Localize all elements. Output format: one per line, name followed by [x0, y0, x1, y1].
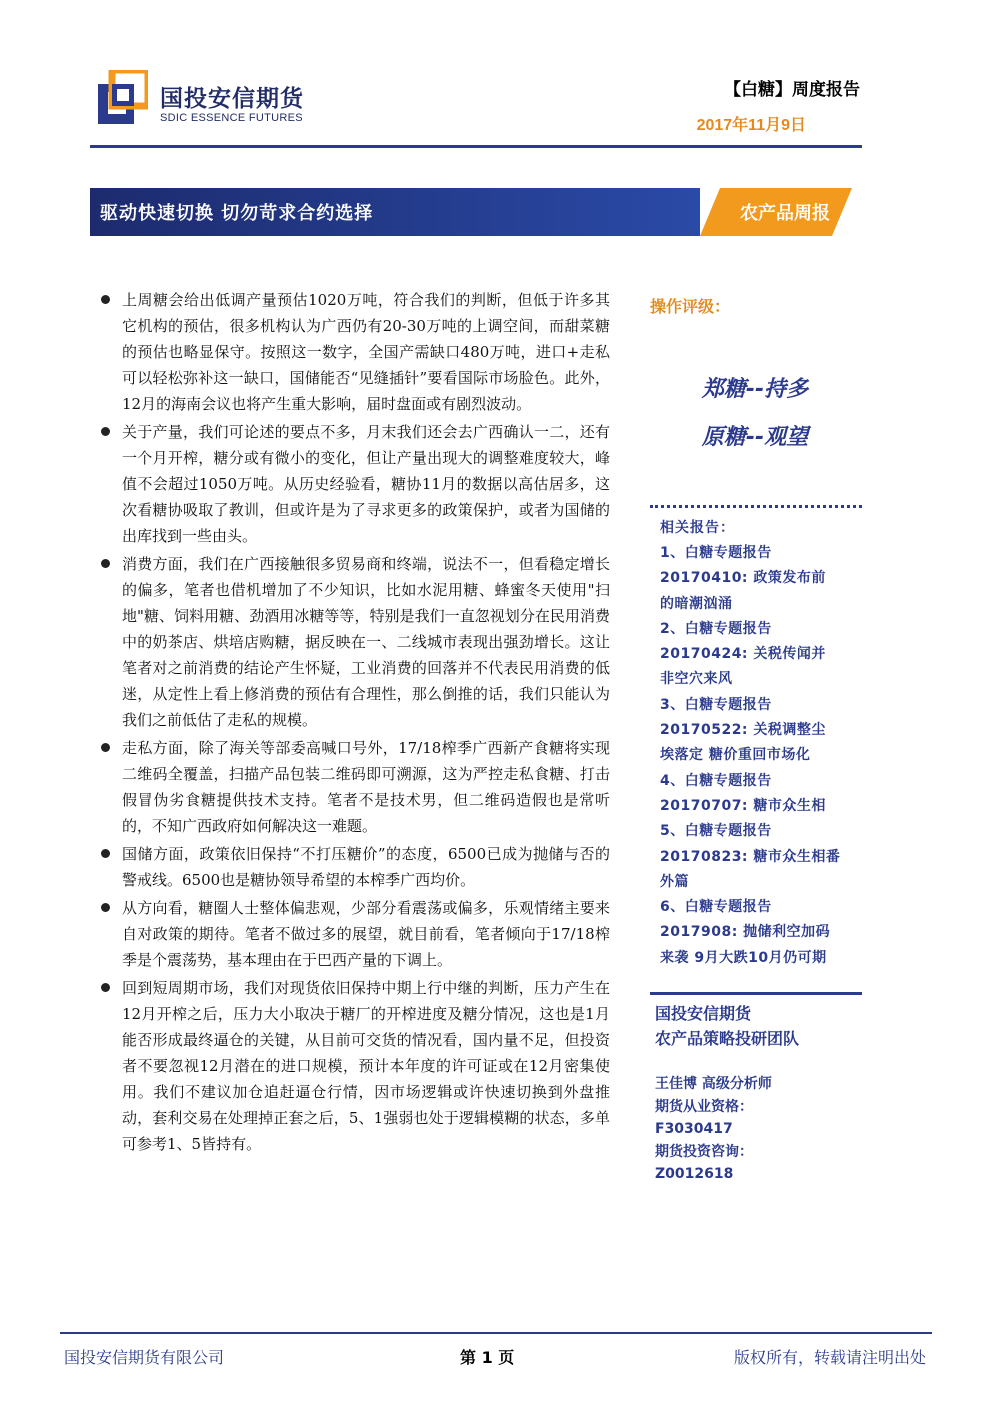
related-report-line[interactable]: 20170410: 政策发布前 [660, 570, 826, 587]
analyst-info [655, 1073, 865, 1186]
related-report-line[interactable]: 非空穴来风 [660, 671, 733, 688]
bullet-paragraph: 国储方面，政策依旧保持“不打压糖价”的态度，6500已成为抛储与否的警戒线。6500也是糖协领导希望的本榨季广西均价。 [100, 841, 610, 893]
related-report-line[interactable]: 来袭 9月大跌10月仍可期 [660, 949, 827, 966]
footer-divider [60, 1332, 932, 1334]
bullet-paragraph: 上周糖会给出低调产量预估1020万吨，符合我们的判断，但低于许多其它机构的预估，很多机构认为广西仍有20-30万吨的上调空间，而甜菜糖的预估也略显保守。按照这一数字，全国产需缺口480万吨，进口+走私可以轻松弥补这一缺口，国储能否“见缝插针”要看国际市场脸色。此外，12月的海南会议也将产生重大影响，届时盘面或有剧烈波动。 [100, 287, 610, 417]
bullet-icon [101, 743, 110, 752]
related-report-line[interactable]: 2017908: 抛储利空加码 [660, 924, 831, 941]
bullet-icon [101, 903, 110, 912]
bullet-paragraph: 关于产量，我们可论述的要点不多，月末我们还会去广西确认一二，还有一个月开榨，糖分或有微小的变化，但让产量出现大的调整难度较大，峰值不会超过1050万吨。从历史经验看，糖协11月的数据以高估居多，这次看糖协吸取了教训，但或许是为了寻求更多的政策保护，或者为国储的出库找到一些由头。 [100, 419, 610, 549]
team-company: 国投安信期货 [655, 1004, 752, 1023]
team-divider [650, 992, 862, 995]
sidebar-divider [650, 505, 862, 508]
team-name: 农产品策略投研团队 [655, 1029, 800, 1048]
investment-consulting-id: Z0012618 [655, 1166, 734, 1182]
related-reports [660, 516, 860, 971]
related-reports-title: 相关报告： [660, 520, 735, 536]
bullet-icon [101, 559, 110, 568]
report-title: 驱动快速切换 切勿苛求合约选择 [100, 203, 374, 224]
related-report-line[interactable]: 3、白糖专题报告 [660, 696, 772, 713]
bullet-icon [101, 849, 110, 858]
research-team [655, 1001, 865, 1051]
futures-qualification-label: 期货从业资格： [655, 1098, 753, 1115]
related-report-line[interactable]: 20170823: 糖市众生相番 [660, 848, 841, 865]
bullet-paragraph: 从方向看，糖圈人士整体偏悲观，少部分看震荡或偏多，乐观情绪主要来自对政策的期待。笔者不做过多的展望，就目前看，笔者倾向于17/18榨季是个震荡势，基本理由在于巴西产量的下调上。 [100, 895, 610, 973]
related-report-line[interactable]: 6、白糖专题报告 [660, 899, 772, 916]
report-type: 【白糖】周度报告 [724, 80, 860, 100]
related-report-line[interactable]: 20170707: 糖市众生相 [660, 797, 826, 814]
company-logo-cn: 国投安信期货 [160, 86, 304, 112]
related-report-line[interactable]: 2、白糖专题报告 [660, 620, 772, 637]
operation-rating-label: 操作评级： [650, 297, 731, 316]
analyst-name-title: 王佳博 高级分析师 [655, 1076, 772, 1092]
bullet-paragraph: 回到短周期市场，我们对现货依旧保持中期上行中继的判断，压力产生在12月开榨之后，压力大小取决于糖厂的开榨进度及糖分情况，这也是1月能否形成最终逼仓的关键，从目前可交货的情况看，国内量不足，但投资者不要忽视12月潜在的进口规模，预计本年度的许可证或在12月密集使用。我们不建议加仓追赶逼仓行情，因市场逻辑或许快速切换到外盘推动，套利交易在处理掉正套之后，5、1强弱也处于逻辑模糊的状态，多单可参考1、5皆持有。 [100, 975, 610, 1157]
bullet-paragraph: 走私方面，除了海关等部委高喊口号外，17/18榨季广西新产食糖将实现二维码全覆盖，扫描产品包装二维码即可溯源，这为严控走私食糖、打击假冒伪劣食糖提供技术支持。笔者不是技术男，但二维码造假也是常听的，不知广西政府如何解决这一难题。 [100, 735, 610, 839]
related-report-line[interactable]: 5、白糖专题报告 [660, 823, 772, 840]
bullet-icon [101, 295, 110, 304]
related-report-line[interactable]: 的暗潮汹涌 [660, 595, 733, 612]
category-label: 农产品周报 [740, 203, 830, 224]
related-report-line[interactable]: 4、白糖专题报告 [660, 772, 772, 789]
bullet-icon [101, 983, 110, 992]
footer-company: 国投安信期货有限公司 [64, 1348, 225, 1367]
futures-qualification-id: F3030417 [655, 1121, 733, 1137]
related-report-line[interactable]: 1、白糖专题报告 [660, 545, 772, 561]
company-logo-en: SDIC ESSENCE FUTURES [160, 112, 303, 124]
footer-copyright: 版权所有，转载请注明出处 [733, 1348, 926, 1367]
rating-raw-sugar: 原糖--观望 [701, 425, 809, 450]
investment-consulting-label: 期货投资咨询： [655, 1143, 753, 1160]
rating-zhengzhou-sugar: 郑糖--持多 [701, 377, 809, 402]
bullet-icon [101, 427, 110, 436]
related-report-line[interactable]: 埃落定 糖价重回市场化 [660, 747, 811, 764]
report-body [100, 287, 610, 1159]
logo-mark [98, 70, 148, 124]
related-report-line[interactable]: 20170424: 关税传闻并 [660, 646, 826, 663]
report-date: 2017年11月9日 [696, 117, 806, 134]
header-divider [90, 145, 862, 148]
bullet-paragraph: 消费方面，我们在广西接触很多贸易商和终端，说法不一，但看稳定增长的偏多，笔者也借机增加了不少知识，比如水泥用糖、蜂蜜冬天使用"扫地"糖、饲料用糖、劲酒用冰糖等等，特别是我们一直忽视划分在民用消费中的奶茶店、烘培店购糖，据反映在一、二线城市表现出强劲增长。这让笔者对之前消费的结论产生怀疑，工业消费的回落并不代表民用消费的低迷，从定性上看上修消费的预估有合理性，那么倒推的话，我们只能认为我们之前低估了走私的规模。 [100, 551, 610, 733]
related-report-line[interactable]: 外篇 [660, 873, 689, 890]
related-report-line[interactable]: 20170522: 关税调整尘 [660, 722, 826, 739]
page-number: 第 1 页 [460, 1348, 515, 1367]
